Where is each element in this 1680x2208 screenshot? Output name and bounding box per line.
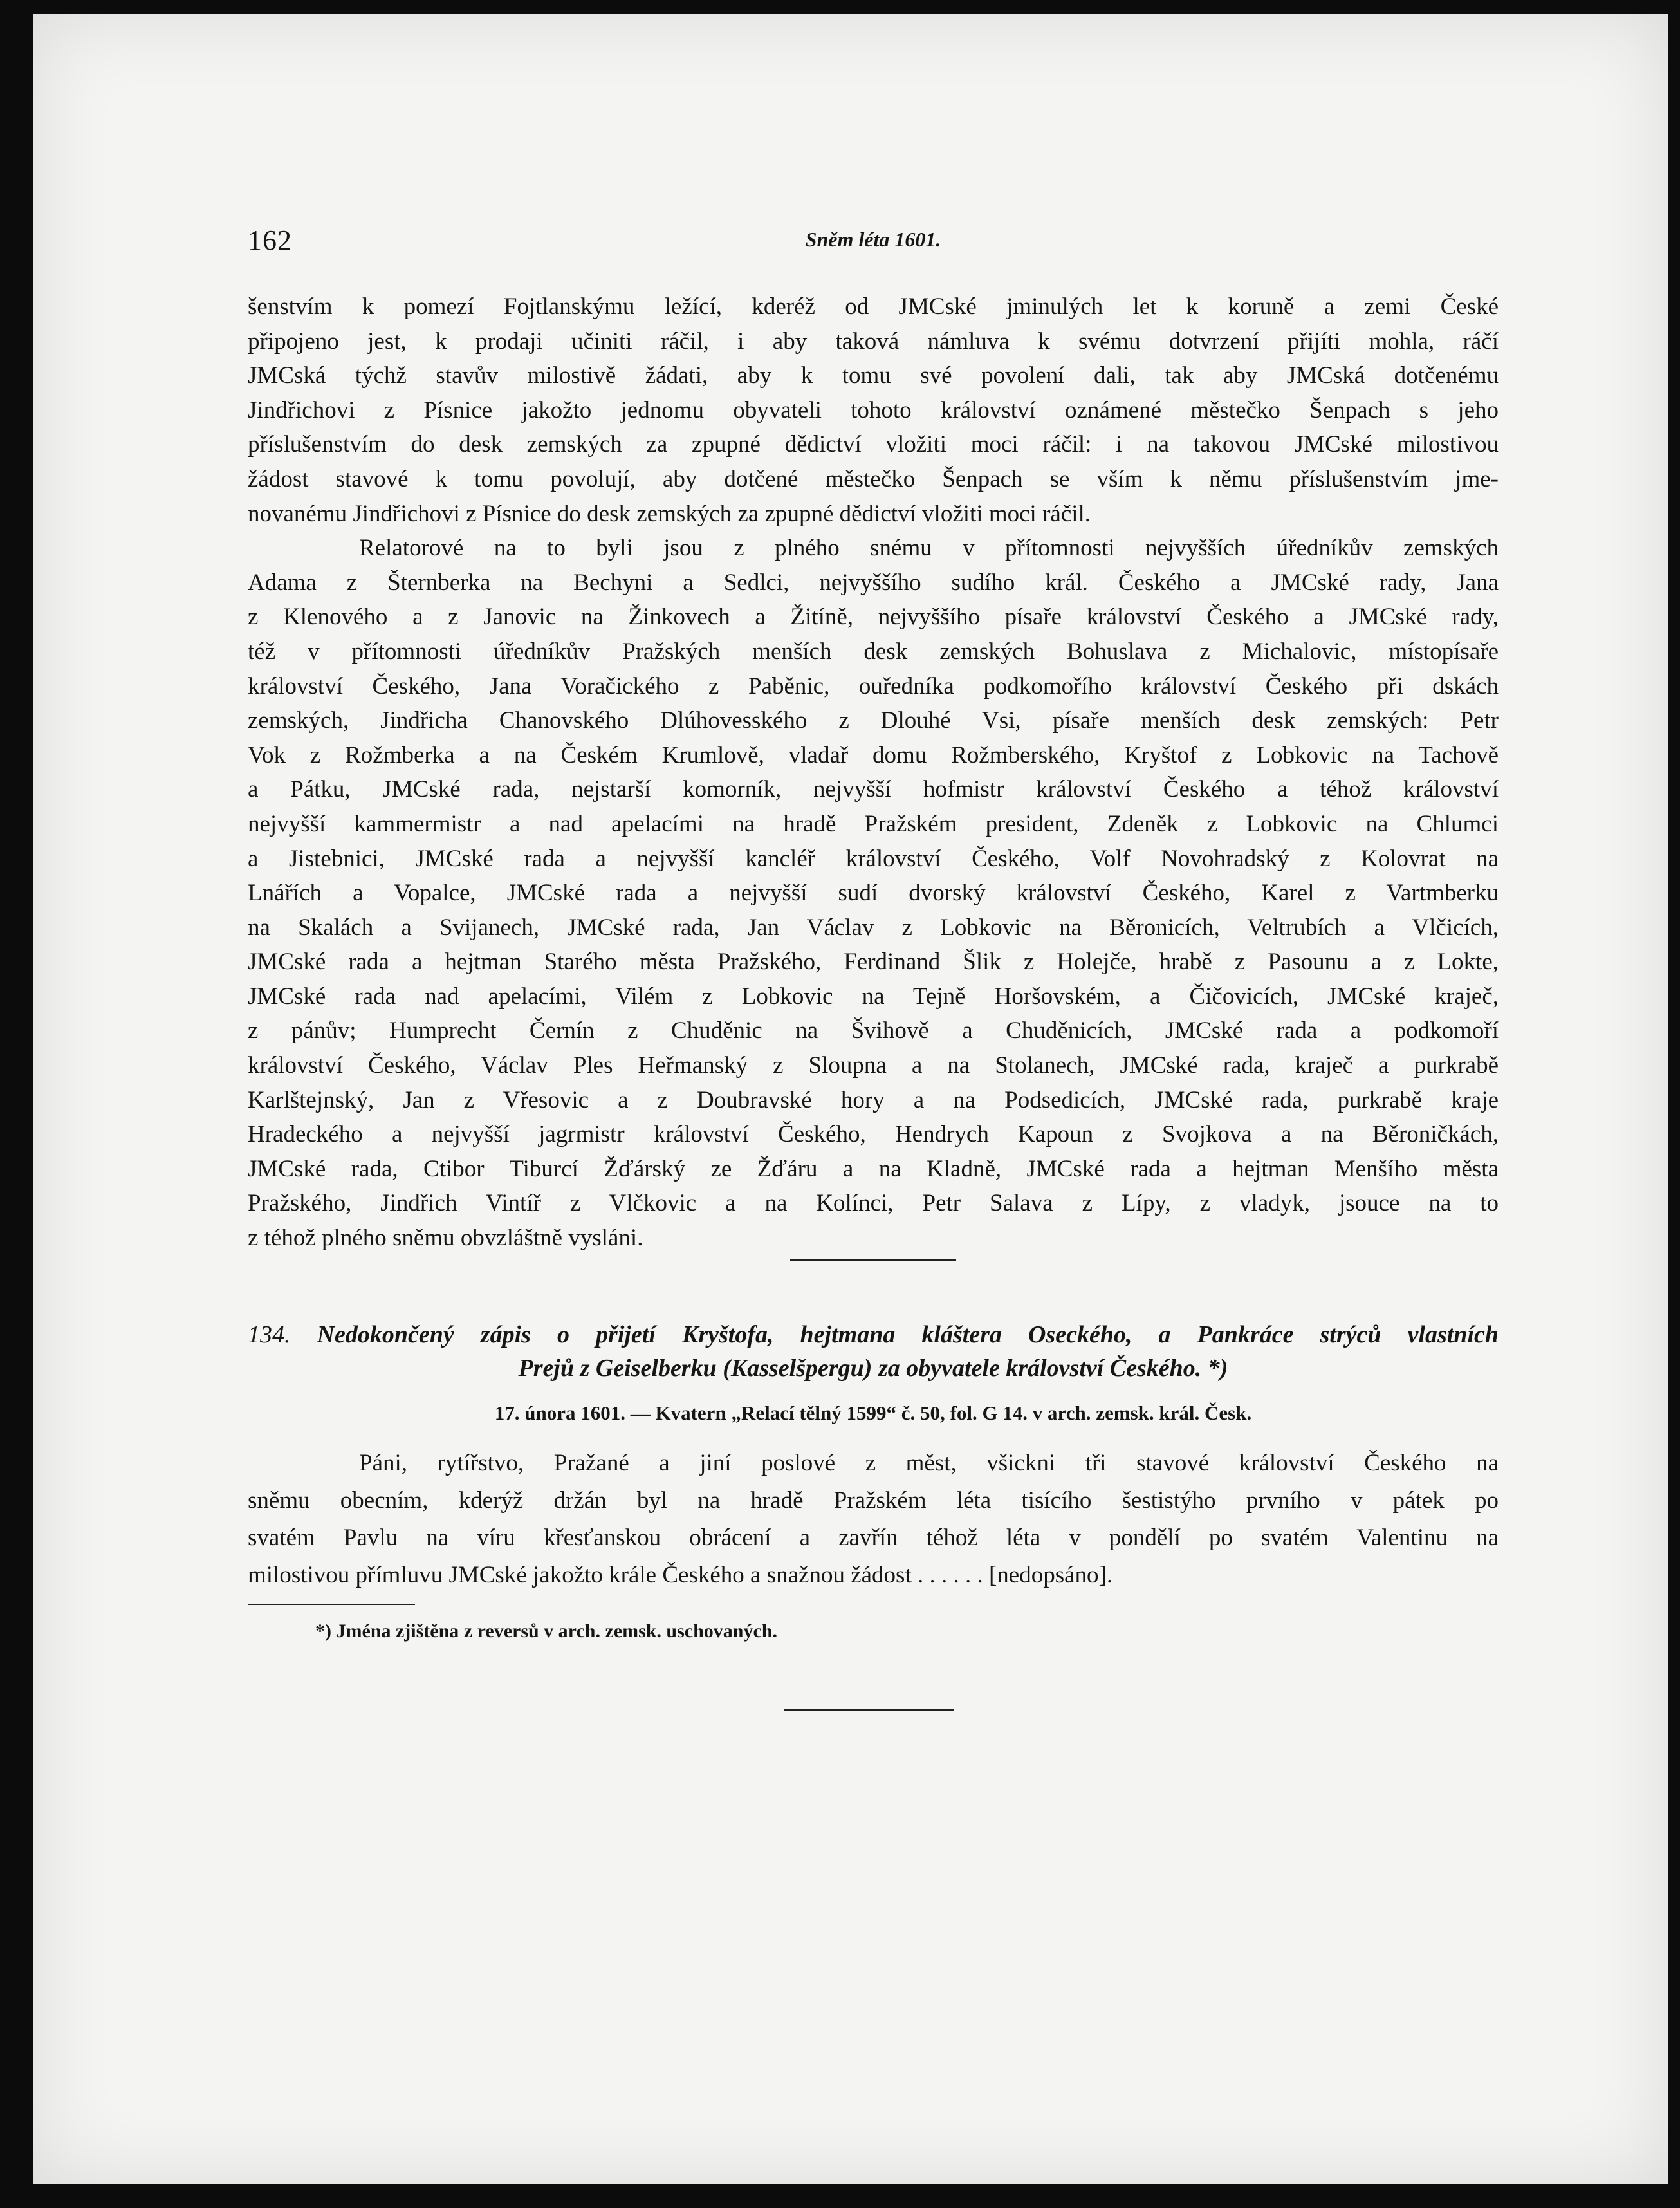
record-line: milostivou přímluvu JMCské jakožto krále Českého a snažnou žádost . . . . . . [nedopsáno]. — [248, 1562, 1113, 1588]
page-header — [248, 224, 1499, 256]
footnote: *) Jména zjištěna z reversů v arch. zemsk. uschovaných. — [315, 1620, 777, 1642]
body-line: z pánův; Humprecht Černín z Chuděnic na Švihově a Chuděnicích, JMCské rada a podkomoří — [248, 1017, 1499, 1044]
body-line: zemských, Jindřicha Chanovského Dlúhovesského z Dlouhé Vsi, písaře menších desk zemských: Petr — [248, 707, 1499, 734]
body-line: z Klenového a z Janovic na Žinkovech a Žitíně, nejvyššího písaře království Českého a JMCské rady, — [248, 604, 1499, 631]
record-line: svatém Pavlu na víru křesťanskou obrácení a zavřín téhož léta v pondělí po svatém Valentinu na — [248, 1525, 1499, 1551]
body-line: království Českého, Jana Voračického z Paběnic, ouředníka podkomořího království Českého při dskách — [248, 673, 1499, 700]
body-text — [248, 290, 1499, 1256]
body-line: příslušenstvím do desk zemských za zpupné dědictví vložiti moci ráčil: i na takovou JMCské milostivou — [248, 431, 1499, 458]
body-line: Relatorové na to byli jsou z plného snému v přítomnosti nejvyšších úředníkův zemských — [359, 535, 1499, 562]
body-line: z téhož plného sněmu obvzláštně vysláni. — [248, 1225, 643, 1252]
end-divider — [784, 1709, 954, 1711]
record-text — [248, 1445, 1499, 1594]
body-line: Hradeckého a nejvyšší jagrmistr království Českého, Hendrych Kapoun z Svojkova a na Běroničkách, — [248, 1121, 1499, 1148]
archival-source: 17. února 1601. — Kvatern „Relací tělný 1599“ č. 50, fol. G 14. v arch. zemsk. král. Česk. — [494, 1402, 1252, 1424]
body-line: připojeno jest, k prodaji učiniti ráčil, i aby taková námluva k svému dotvrzení přijíti mohla, ráčí — [248, 328, 1499, 355]
section-title-text: Nedokončený zápis o přijetí Kryštofa, hejtmana kláštera Oseckého, a Pankráce strýců vlastních — [317, 1321, 1499, 1348]
body-line: JMCské rada nad apelacími, Vilém z Lobkovic na Tejně Horšovském, a Čičovicích, JMCské kraječ, — [248, 983, 1499, 1010]
section-title-line — [248, 1318, 1499, 1351]
body-line: a Pátku, JMCské rada, nejstarší komorník, nejvyšší hofmistr království Českého a téhož království — [248, 776, 1499, 803]
footnote-divider — [248, 1604, 415, 1605]
body-line: též v přítomnosti úředníkův Pražských menších desk zemských Bohuslava z Michalovic, místopísaře — [248, 638, 1499, 665]
section-heading — [248, 1318, 1499, 1385]
body-line: šenstvím k pomezí Fojtlanskýmu ležící, kderéž od JMCské jminulých let k koruně a zemi České — [248, 293, 1499, 320]
body-line: JMCské rada a hejtman Starého města Pražského, Ferdinand Šlik z Holejče, hrabě z Pasounu a z Lokte, — [248, 949, 1499, 976]
body-line: JMCská týchž stavův milostivě žádati, aby k tomu své povolení dali, tak aby JMCská dotčenému — [248, 362, 1499, 389]
record-line: sněmu obecním, kderýž držán byl na hradě Pražském léta tisícího šestistýho prvního v pátek po — [248, 1487, 1499, 1514]
body-line: Jindřichovi z Písnice jakožto jednomu obyvateli tohoto království oznámené městečko Šenpach s jeho — [248, 396, 1499, 423]
body-line: a Jistebnici, JMCské rada a nejvyšší kancléř království Českého, Volf Novohradský z Kolovrat na — [248, 845, 1499, 872]
body-line: království Českého, Václav Ples Heřmanský z Sloupna a na Stolanech, JMCské rada, kraječ a purkrabě — [248, 1052, 1499, 1079]
body-line: JMCské rada, Ctibor Tiburcí Žďárský ze Žďáru a na Kladně, JMCské rada a hejtman Menšího města — [248, 1155, 1499, 1182]
body-line: žádost stavové k tomu povolují, aby dotčené městečko Šenpach se vším k němu příslušenstvím jme- — [248, 465, 1499, 492]
body-line: Lnářích a Vopalce, JMCské rada a nejvyšší sudí dvorský království Českého, Karel z Vartmberku — [248, 880, 1499, 907]
body-line: na Skalách a Svijanech, JMCské rada, Jan Václav z Lobkovic na Běronicích, Veltrubích a Vlčicích, — [248, 914, 1499, 941]
page-number: 162 — [248, 225, 292, 256]
section-title-line: Prejů z Geiselberku (Kasselšpergu) za obyvatele království Českého. *) — [518, 1355, 1228, 1382]
body-line: nejvyšší kammermistr a nad apelacími na hradě Pražském president, Zdeněk z Lobkovic na Chlumci — [248, 810, 1499, 837]
running-title: Sněm léta 1601. — [805, 228, 941, 251]
body-line: Vok z Rožmberka a na Českém Krumlově, vladař domu Rožmberského, Kryštof z Lobkovic na Tachově — [248, 741, 1499, 768]
body-line: Adama z Šternberka na Bechyni a Sedlci, nejvyššího sudího král. Českého a JMCské rady, Jana — [248, 569, 1499, 596]
section-number: 134. — [248, 1321, 291, 1348]
section-divider — [790, 1259, 956, 1261]
body-line: novanému Jindřichovi z Písnice do desk zemských za zpupné dědictví vložiti moci ráčil. — [248, 500, 1091, 527]
body-line: Pražského, Jindřich Vintíř z Vlčkovic a na Kolínci, Petr Salava z Lípy, z vladyk, jsouce na to — [248, 1190, 1499, 1217]
body-line: Karlštejnský, Jan z Vřesovic a z Doubravské hory a na Podsedicích, JMCské rada, purkrabě kraje — [248, 1086, 1499, 1113]
record-line: Páni, rytířstvo, Pražané a jiní poslové z měst, všickni tři stavové království Českého na — [359, 1450, 1499, 1476]
